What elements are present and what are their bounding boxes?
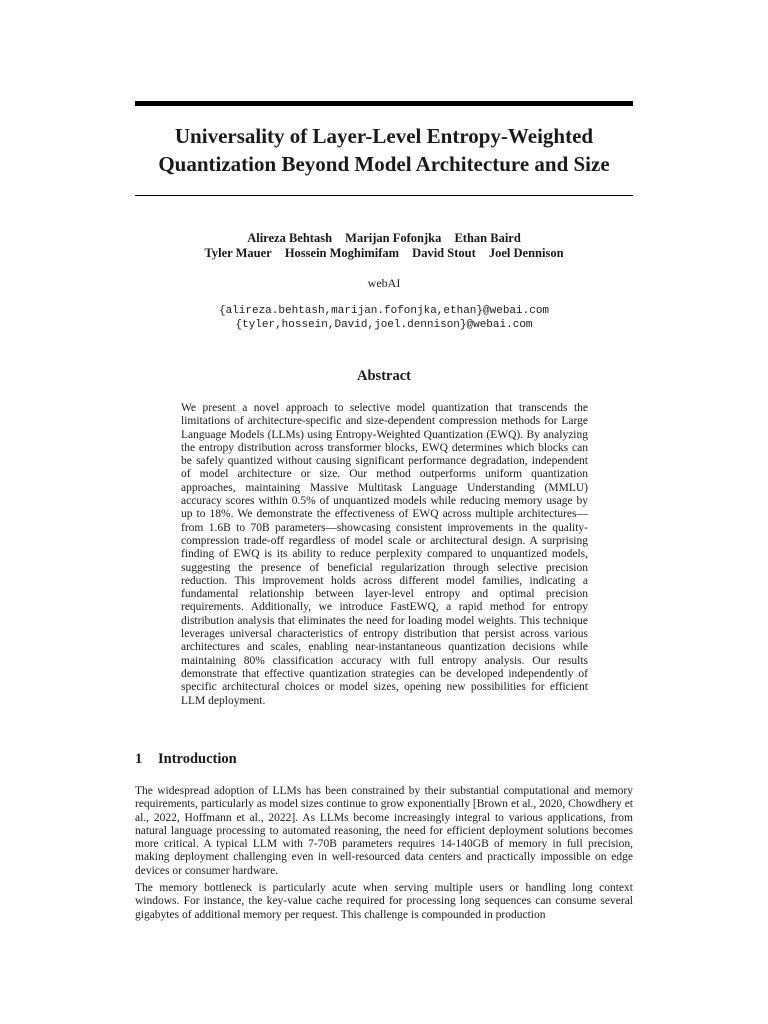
title-line-1: Universality of Layer-Level Entropy-Weighted (174, 124, 594, 148)
abstract-heading: Abstract (357, 368, 411, 384)
author-name: Hossein Moghimifam (284, 246, 400, 260)
author-list (135, 231, 633, 261)
title-line-2: Quantization Beyond Model Architecture and Size (158, 152, 610, 176)
author-name: Joel Dennison (488, 246, 564, 260)
author-name: Alireza Behtash (247, 231, 333, 245)
author-name: Tyler Mauer (204, 246, 272, 260)
paragraph-text: The memory bottleneck is particularly acute when serving multiple users or handling long context windows. For instance, the key-value cache required for processing long sequences can consume several gigabytes of additional memory per request. This challenge is compounded in production (135, 882, 633, 921)
author-emails (135, 304, 633, 332)
email-line-2: {tyler,hossein,David,joel.dennison}@webai.com (235, 319, 533, 331)
section-heading (135, 751, 633, 768)
author-name: Ethan Baird (454, 231, 521, 245)
paper-title (135, 122, 633, 178)
author-row-1 (135, 231, 633, 246)
body-paragraph (135, 882, 633, 922)
top-rule (135, 101, 633, 106)
email-line-1: {alireza.behtash,marijan.fofonjka,ethan}@webai.com (218, 305, 550, 317)
section-title: Introduction (158, 751, 237, 767)
section-number: 1 (135, 751, 143, 767)
author-name: Marijan Fofonjka (345, 231, 442, 245)
title-rule (135, 195, 633, 196)
abstract-body (181, 402, 588, 708)
author-row-2 (135, 246, 633, 261)
body-paragraph (135, 785, 633, 878)
affiliation: webAI (367, 276, 401, 290)
author-name: David Stout (412, 246, 476, 260)
paragraph-text: The widespread adoption of LLMs has been constrained by their substantial computational and memory requirements, particularly as model sizes continue to grow exponentially [Brown et al., 2020, Chowdhery et al., 2022, Hoffmann et al., 2022]. As LLMs become increasingly integral to various applications, from natural language processing to automated reasoning, the need for efficient deployment solutions becomes more critical. A typical LLM with 7-70B parameters requires 14-140GB of memory in full precision, making deployment challenging even in well-resourced data centers and practically impossible on edge devices or consumer hardware. (135, 785, 633, 877)
abstract-text: We present a novel approach to selective model quantization that transcends the limitations of architecture-specific and size-dependent compression methods for Large Language Models (LLMs) using Entropy-Weighted Quantization (EWQ). By analyzing the entropy distribution across transformer blocks, EWQ determines which blocks can be safely quantized without causing significant performance degradation, independent of model architecture or size. Our method outperforms uniform quantization approaches, maintaining Massive Multitask Language Understanding (MMLU) accuracy scores within 0.5% of unquantized models while reducing memory usage by up to 18%. We demonstrate the effectiveness of EWQ across multiple architectures—from 1.6B to 70B parameters—showcasing consistent improvements in the quality-compression trade-off regardless of model scale or architectural design. A surprising finding of EWQ is its ability to reduce perplexity compared to unquantized models, suggesting the presence of beneficial regularization through selective precision reduction. This improvement holds across different model families, indicating a fundamental relationship between layer-level entropy and optimal precision requirements. Additionally, we introduce FastEWQ, a rapid method for entropy distribution analysis that eliminates the need for loading model weights. This technique leverages universal characteristics of entropy distribution that persist across various architectures and scales, enabling near-instantaneous quantization decisions while maintaining 80% classification accuracy with full entropy analysis. Our results demonstrate that effective quantization strategies can be developed independently of specific architectural choices or model sizes, opening new possibilities for efficient LLM deployment. (181, 402, 588, 707)
